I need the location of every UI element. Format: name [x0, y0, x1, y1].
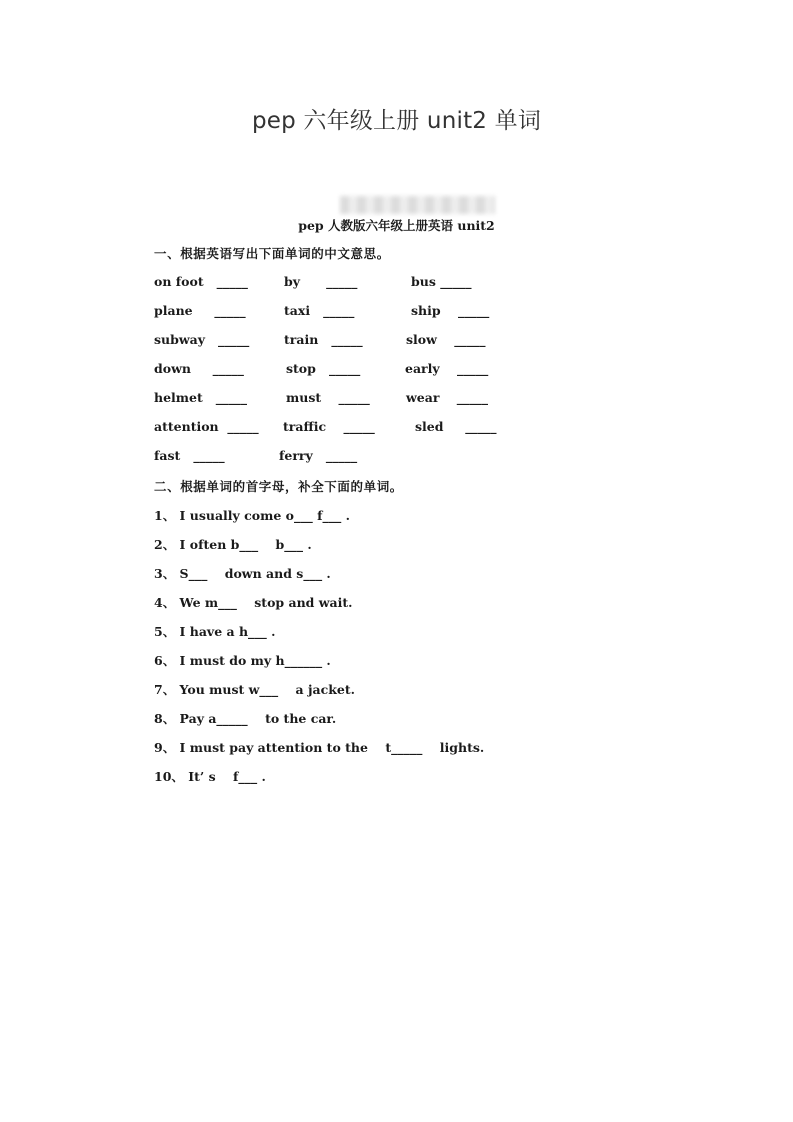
exercise-line: 9、 I must pay attention to the t_____ lights.: [154, 740, 485, 755]
document-title: pep 六年级上册 unit2 单词: [251, 108, 542, 134]
vocab-cell: down _____: [154, 361, 244, 376]
vocab-cell: by _____: [284, 274, 358, 289]
vocab-cell: subway _____: [154, 332, 250, 347]
exercise-line: 3、 S___ down and s___ .: [154, 566, 331, 581]
vocab-cell: early _____: [405, 361, 489, 376]
vocab-cell: sled _____: [415, 419, 497, 434]
vocab-cell: fast _____: [154, 448, 225, 463]
vocab-cell: bus _____: [411, 274, 472, 289]
exercise-line: 6、 I must do my h______ .: [154, 653, 331, 668]
exercise-line: 1、 I usually come o___ f___ .: [154, 508, 350, 523]
vocab-cell: attention _____: [154, 419, 259, 434]
exercise-line: 10、 It’ s f___ .: [154, 769, 266, 784]
section-1-heading: 一、根据英语写出下面单词的中文意思。: [154, 246, 390, 261]
vocab-cell: ferry _____: [279, 448, 358, 463]
vocab-cell: traffic _____: [283, 419, 375, 434]
exercise-line: 8、 Pay a_____ to the car.: [154, 711, 337, 726]
vocab-cell: wear _____: [406, 390, 489, 405]
exercise-line: 2、 I often b___ b___ .: [154, 537, 312, 552]
exercise-line: 5、 I have a h___ .: [154, 624, 276, 639]
vocab-cell: slow _____: [406, 332, 486, 347]
vocab-cell: stop _____: [286, 361, 361, 376]
vocab-cell: plane _____: [154, 303, 246, 318]
section-2-heading: 二、根据单词的首字母，补全下面的单词。: [154, 479, 403, 494]
vocab-cell: train _____: [284, 332, 363, 347]
exercise-line: 7、 You must w___ a jacket.: [154, 682, 355, 697]
blurred-watermark: [340, 196, 495, 214]
vocab-cell: taxi _____: [284, 303, 355, 318]
vocab-cell: ship _____: [411, 303, 490, 318]
vocab-cell: must _____: [286, 390, 370, 405]
vocab-cell: on foot _____: [154, 274, 248, 289]
vocab-cell: helmet _____: [154, 390, 248, 405]
worksheet-subtitle: pep 人教版六年级上册英语 unit2: [298, 218, 495, 233]
exercise-line: 4、 We m___ stop and wait.: [154, 595, 353, 610]
